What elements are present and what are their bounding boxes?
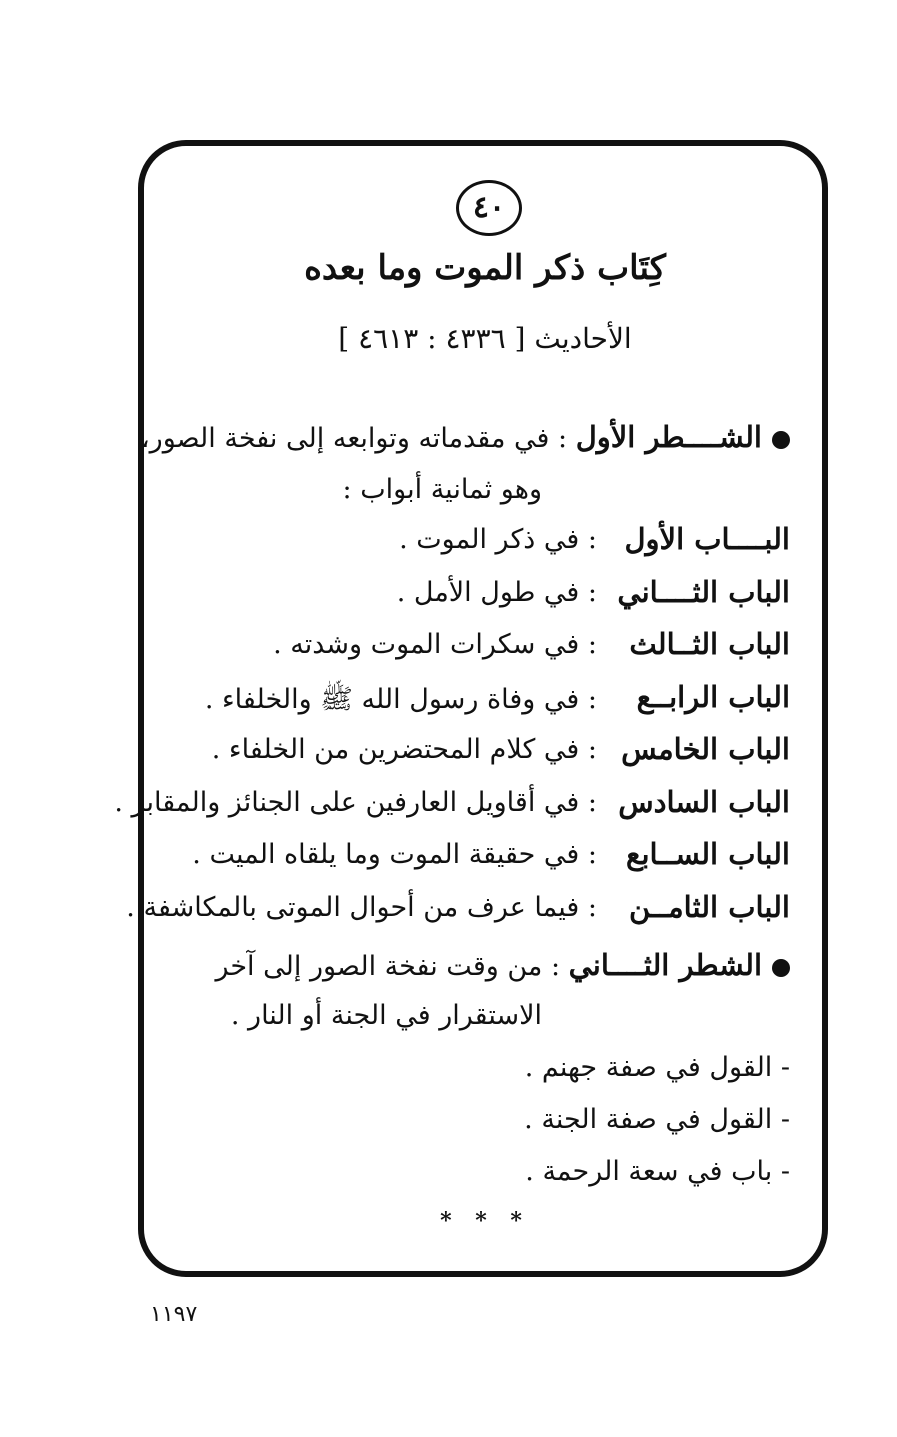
chapter-description: : في كلام المحتضرين من الخلفاء .: [211, 734, 597, 765]
bullet-icon: [772, 959, 790, 977]
chapter-number: ٤٠: [472, 190, 506, 225]
part1-text: : في مقدماته وتوابعه إلى نفخة الصور،: [140, 423, 568, 454]
part1-heading-line: [141, 420, 790, 454]
chapter-description: : في وفاة رسول الله ﷺ والخلفاء .: [204, 684, 597, 715]
chapter-label: الباب الثــــاني: [617, 575, 790, 609]
part2-text-continued: الاستقرار في الجنة أو النار .: [230, 1000, 542, 1031]
separator-stars: * * *: [440, 1208, 530, 1234]
part1-heading: الشــــطر الأول: [575, 420, 762, 454]
part2-text: : من وقت نفخة الصور إلى آخر: [215, 951, 561, 982]
chapter-label: الباب السادس: [618, 785, 790, 819]
chapter-description: : في حقيقة الموت وما يلقاه الميت .: [192, 839, 597, 870]
part2-item: - القول في صفة جهنم .: [524, 1052, 790, 1083]
chapter-label: البــــاب الأول: [624, 522, 790, 556]
part1-text-continued: وهو ثمانية أبواب :: [342, 474, 542, 505]
hadith-range: الأحاديث [ ٤٣٣٦ : ٤٦١٣ ]: [338, 322, 632, 355]
part2-item: - باب في سعة الرحمة .: [525, 1156, 790, 1187]
chapter-description: : فيما عرف من أحوال الموتى بالمكاشفة .: [126, 892, 597, 923]
chapter-label: الباب الرابــع: [636, 680, 790, 714]
part2-item: - القول في صفة الجنة .: [524, 1104, 790, 1135]
bullet-icon: [772, 431, 790, 449]
chapter-description: : في طول الأمل .: [396, 577, 597, 608]
chapter-label: الباب الثامــن: [629, 890, 790, 924]
chapter-description: : في ذكر الموت .: [399, 524, 597, 555]
part2-heading-line: [215, 948, 790, 982]
chapter-label: الباب الثــالث: [629, 627, 790, 661]
chapter-description: : في سكرات الموت وشدته .: [273, 629, 597, 660]
chapter-label: الباب الخامس: [621, 732, 790, 766]
chapter-description: : في أقاويل العارفين على الجنائز والمقابر .: [114, 787, 597, 818]
page-number: ١١٩٧: [150, 1302, 198, 1327]
book-title: كِتَاب ذكر الموت وما بعده: [304, 248, 666, 288]
chapter-label: الباب الســابع: [626, 837, 790, 871]
part2-heading: الشطر الثــــاني: [568, 948, 762, 982]
chapter-number-badge: [456, 180, 522, 236]
